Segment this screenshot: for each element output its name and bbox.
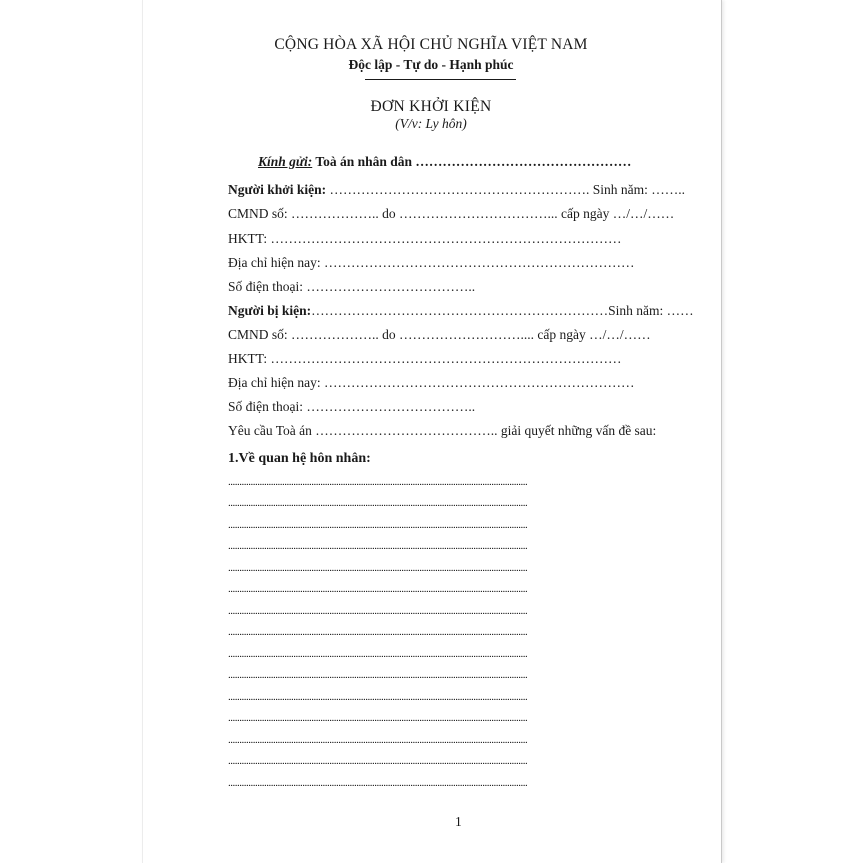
blank-line: ..................................................................................................................................... (228, 669, 528, 681)
blank-line: ..................................................................................................................................... (228, 476, 528, 488)
page-number: 1 (455, 814, 462, 829)
blank-line: ..................................................................................................................................... (228, 540, 528, 552)
motto-underline (365, 79, 516, 80)
blank-line: ..................................................................................................................................... (228, 712, 528, 724)
recipient-line (258, 154, 631, 170)
defendant-hktt-field: HKTT: …………………………………………………………………… (228, 351, 622, 366)
blank-line: ..................................................................................................................................... (228, 734, 528, 746)
recipient-value: Toà án nhân dân ………………………………………… (312, 154, 632, 169)
country-heading: CỘNG HÒA XÃ HỘI CHỦ NGHĨA VIỆT NAM (274, 36, 588, 53)
defendant-phone-field: Số điện thoại: ……………………………….. (228, 399, 476, 414)
defendant-label: Người bị kiện: (228, 303, 312, 318)
request-line: Yêu cầu Toà án ………………………………….. giải quyết những vấn đề sau: (228, 423, 657, 438)
plaintiff-name-field: …………………………………………………. Sinh năm: …….. (326, 182, 685, 197)
plaintiff-phone-field: Số điện thoại: ……………………………….. (228, 279, 476, 294)
blank-line: ..................................................................................................................................... (228, 562, 528, 574)
plaintiff-line (228, 182, 685, 198)
plaintiff-hktt-field: HKTT: …………………………………………………………………… (228, 231, 622, 246)
defendant-line (228, 303, 694, 319)
blank-line: ..................................................................................................................................... (228, 605, 528, 617)
recipient-label: Kính gửi: (258, 154, 313, 169)
blank-line: ..................................................................................................................................... (228, 519, 528, 531)
plaintiff-label: Người khởi kiện: (228, 182, 327, 197)
defendant-address-field: Địa chỉ hiện nay: …………………………………………………………… (228, 375, 635, 390)
blank-line: ..................................................................................................................................... (228, 648, 528, 660)
document-subtitle: (V/v: Ly hôn) (395, 116, 467, 131)
defendant-cmnd-field: CMND số: ……………….. do ……………………….... cấp ngày …/…/…… (228, 327, 651, 342)
blank-line: ..................................................................................................................................... (228, 777, 528, 789)
plaintiff-cmnd-field: CMND số: ……………….. do ……………………………... cấp ngày …/…/…… (228, 206, 675, 221)
section-heading: 1.Về quan hệ hôn nhân: (228, 451, 371, 466)
blank-line: ..................................................................................................................................... (228, 691, 528, 703)
blank-line: ..................................................................................................................................... (228, 626, 528, 638)
defendant-name-field: …………………………………………………………Sinh năm: …… (311, 303, 694, 318)
blank-line: ..................................................................................................................................... (228, 755, 528, 767)
blank-line: ..................................................................................................................................... (228, 583, 528, 595)
blank-line: ..................................................................................................................................... (228, 497, 528, 509)
plaintiff-address-field: Địa chỉ hiện nay: …………………………………………………………… (228, 255, 635, 270)
document-title: ĐƠN KHỞI KIỆN (370, 98, 492, 115)
motto: Độc lập - Tự do - Hạnh phúc (348, 57, 514, 72)
